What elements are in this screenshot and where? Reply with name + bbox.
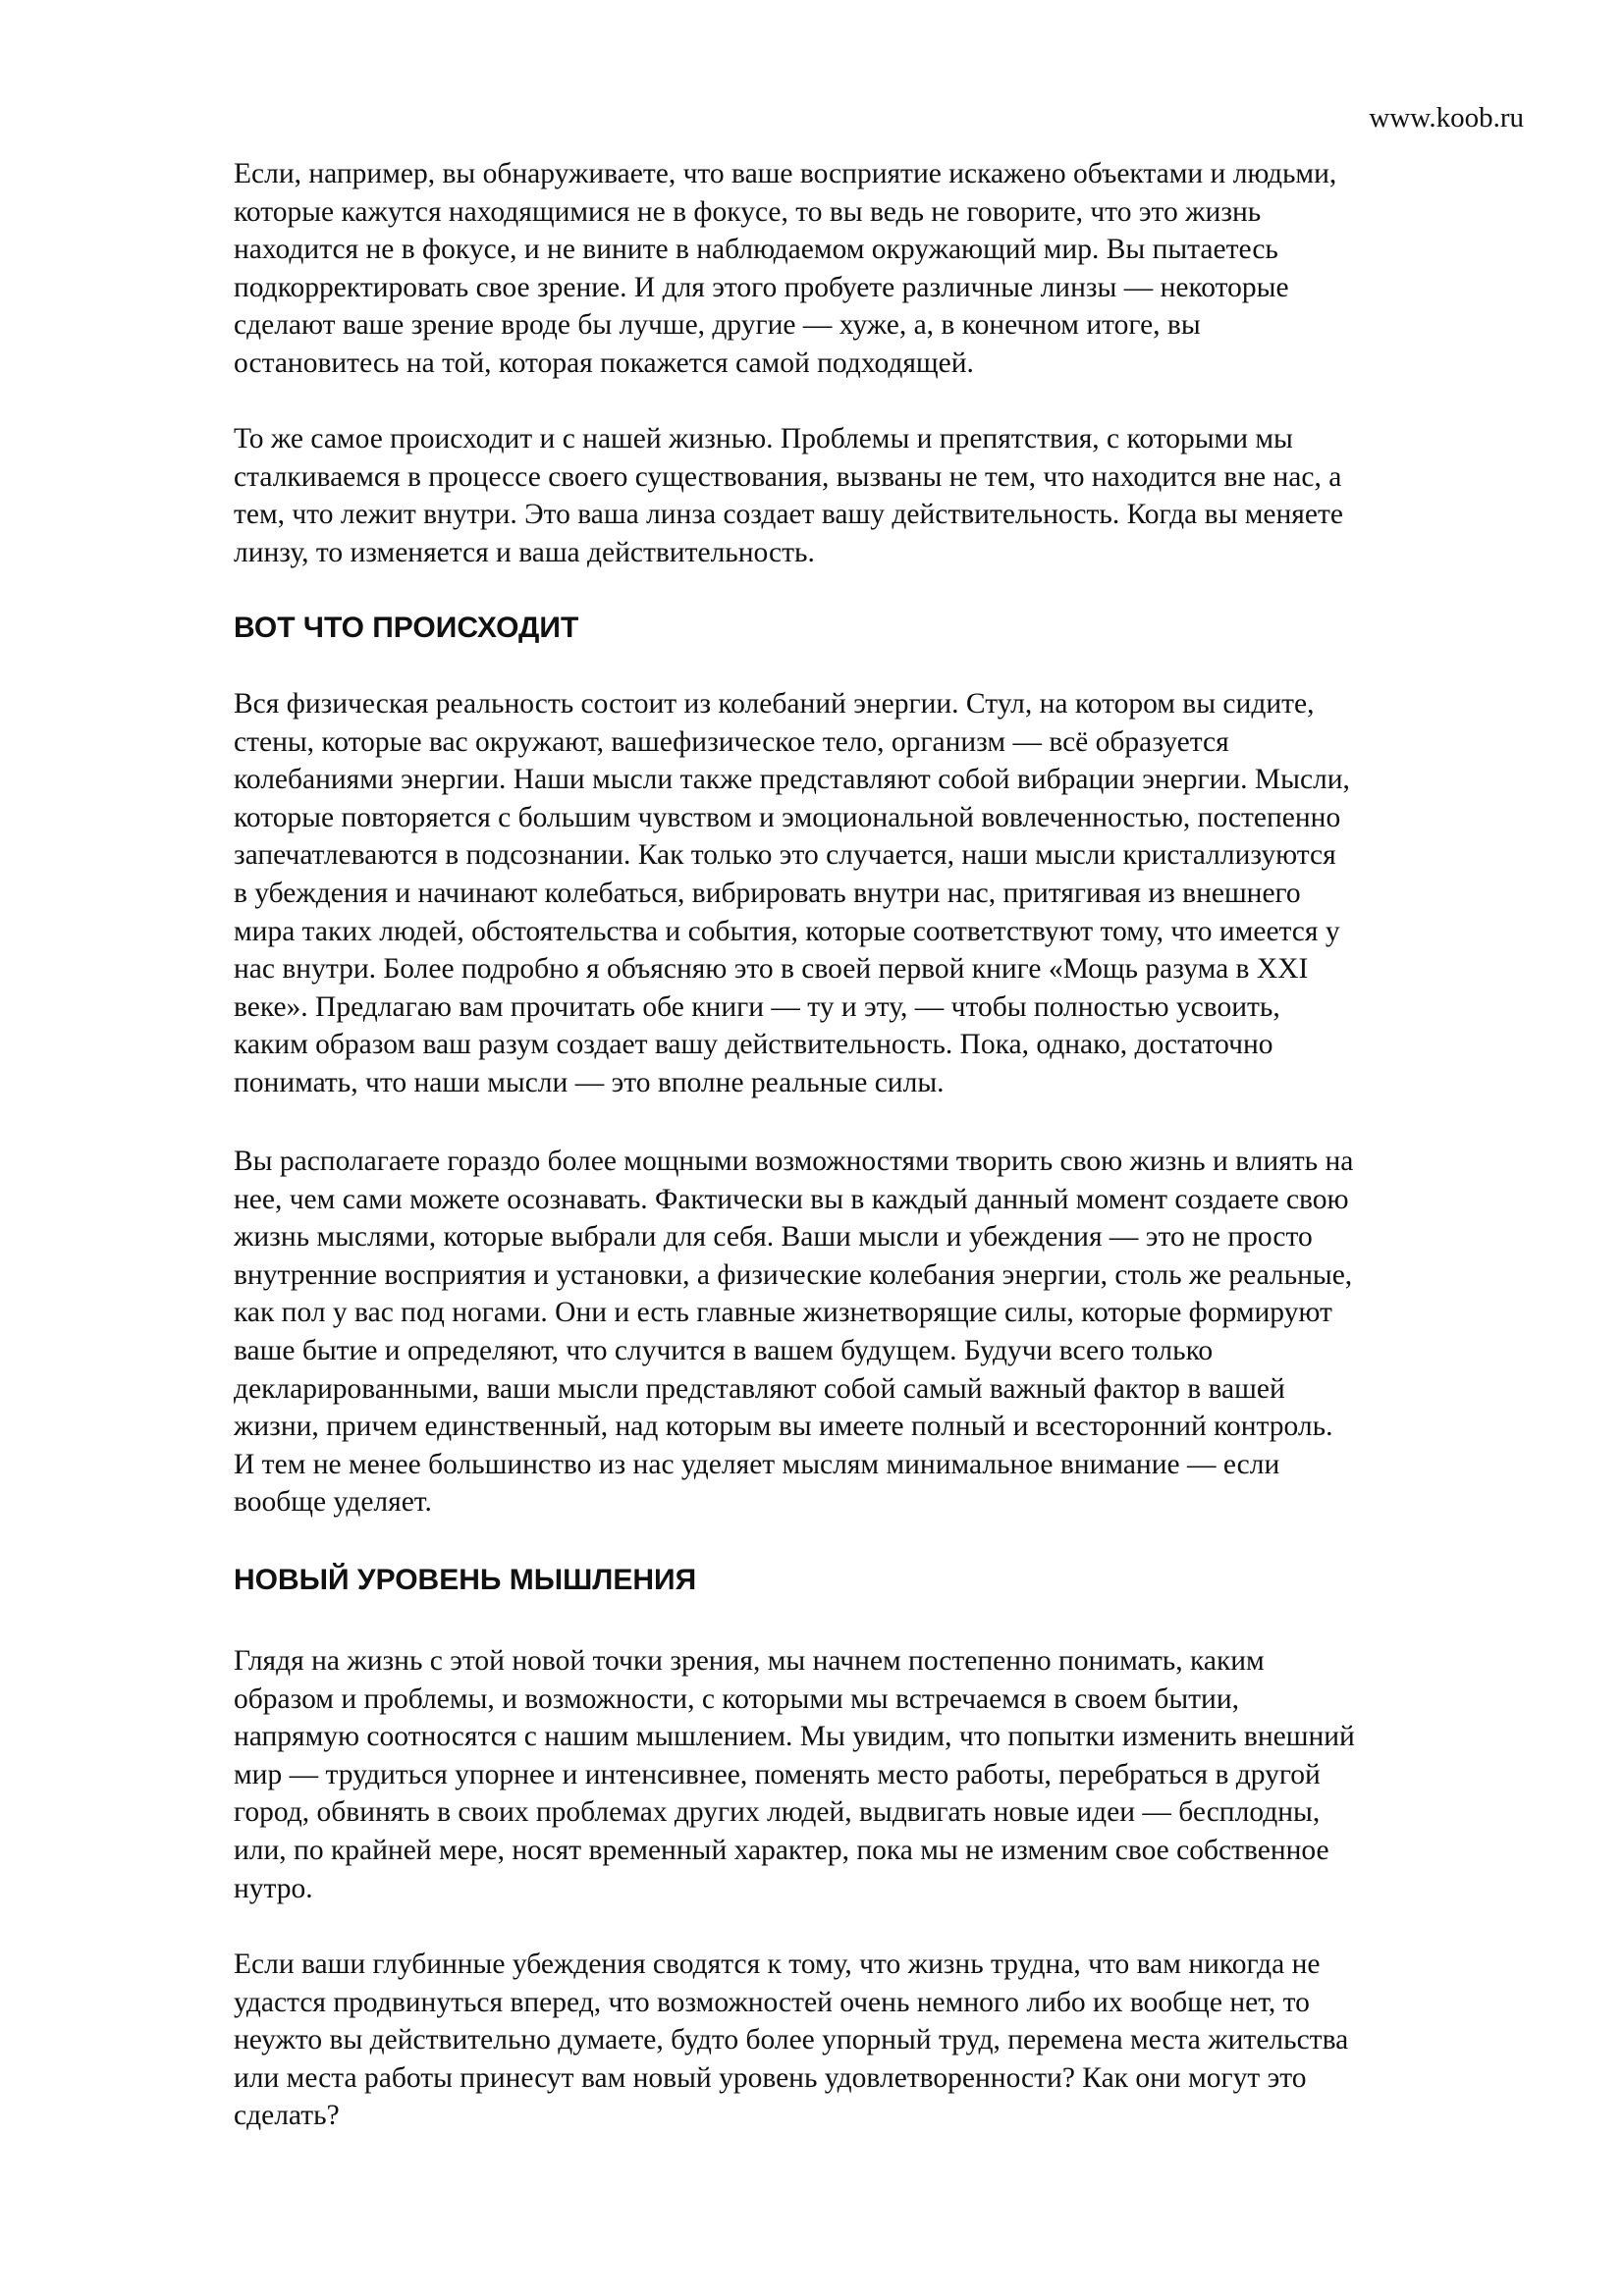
text-line: остановитесь на той, которая покажется самой подходящей. (234, 347, 974, 379)
text-line: в убеждения и начинают колебаться, вибрировать внутри нас, притягивая из внешнего (234, 877, 1301, 909)
paragraph-4 (234, 1143, 1353, 1522)
section-heading-2: НОВЫЙ УРОВЕНЬ МЫШЛЕНИЯ (234, 1564, 697, 1596)
paragraph-5 (234, 1642, 1355, 1907)
text-line: сталкиваемся в процессе своего существования, вызваны не тем, что находится вне нас, а (234, 460, 1342, 493)
text-line: внутренние восприятия и установки, а физические колебания энергии, столь же реальные, (234, 1258, 1353, 1291)
text-line: или, по крайней мере, носят временный характер, пока мы не изменим свое собственное (234, 1834, 1329, 1866)
text-line: линзу, то изменяется и ваша действительность. (234, 536, 815, 568)
text-line: И тем не менее большинство из нас уделяет мыслям минимальное внимание — если (234, 1448, 1280, 1480)
text-line: колебаниями энергии. Наши мысли также представляют собой вибрации энергии. Мысли, (234, 764, 1350, 796)
text-line: образом и проблемы, и возможности, с которыми мы встречаемся в своем бытии, (234, 1682, 1239, 1715)
text-line: вообще уделяет. (234, 1486, 432, 1519)
text-line: которые повторяется с большим чувством и эмоциональной вовлеченностью, постепенно (234, 801, 1341, 833)
text-line: город, обвинять в своих проблемах других людей, выдвигать новые идеи — бесплодны, (234, 1796, 1321, 1829)
text-line: удастся продвинуться вперед, что возможностей очень немного либо их вообще нет, то (234, 1986, 1310, 2018)
site-url[interactable]: www.koob.ru (1369, 102, 1524, 133)
text-line: подкорректировать свое зрение. И для этого пробуете различные линзы — некоторые (234, 271, 1289, 303)
paragraph-3 (234, 685, 1350, 1102)
paragraph-1 (234, 155, 1336, 383)
paragraph-2 (234, 420, 1343, 571)
text-line: веке». Предлагаю вам прочитать обе книги — ту и эту, — чтобы полностью усвоить, (234, 990, 1280, 1023)
text-line: жизнь мыслями, которые выбрали для себя. Ваши мысли и убеждения — это не просто (234, 1221, 1313, 1254)
text-line: жизни, причем единственный, над которым вы имеете полный и всесторонний контроль. (234, 1411, 1333, 1443)
text-line: Вы располагаете гораздо более мощными возможностями творить свою жизнь и влиять на (234, 1146, 1354, 1177)
text-line: сделать? (234, 2100, 340, 2132)
text-line: мира таких людей, обстоятельства и события, которые соответствуют тому, что имеется у (234, 915, 1340, 947)
text-line: сделают ваше зрение вроде бы лучше, другие — хуже, а, в конечном итоге, вы (234, 309, 1201, 342)
text-line: или места работы принесут вам новый уровень удовлетворенности? Как они могут это (234, 2061, 1307, 2094)
text-line: нее, чем сами можете осознавать. Фактически вы в каждый данный момент создаете свою (234, 1183, 1349, 1215)
text-line: неужто вы действительно думаете, будто более упорный труд, перемена места жительства (234, 2024, 1349, 2056)
text-line: понимать, что наши мысли — это вполне реальные силы. (234, 1066, 945, 1098)
text-line: находится не в фокусе, и не вините в наблюдаемом окружающий мир. Вы пытаетесь (234, 234, 1278, 266)
paragraph-6 (234, 1946, 1348, 2135)
text-line: которые кажутся находящимися не в фокусе, то вы ведь не говорите, что это жизнь (234, 195, 1262, 228)
text-line: ваше бытие и определяют, что случится в вашем будущем. Будучи всего только (234, 1334, 1214, 1366)
text-line: тем, что лежит внутри. Это ваша линза создает вашу действительность. Когда вы меняете (234, 499, 1343, 531)
text-line: мир — трудиться упорнее и интенсивнее, поменять место работы, перебраться в другой (234, 1758, 1321, 1790)
text-line: как пол у вас под ногами. Они и есть главные жизнетворящие силы, которые формируют (234, 1297, 1332, 1329)
text-line: стены, которые вас окружают, вашефизическое тело, организм — всё образуется (234, 725, 1229, 758)
section-heading-1: ВОТ ЧТО ПРОИСХОДИТ (234, 612, 579, 644)
text-line: Если, например, вы обнаруживаете, что ваше восприятие искажено объектами и людьми, (234, 158, 1337, 189)
text-line: напрямую соотносятся с нашим мышлением. Мы увидим, что попытки изменить внешний (234, 1721, 1355, 1753)
text-line: То же самое происходит и с нашей жизнью. Проблемы и препятствия, с которыми мы (234, 423, 1293, 454)
text-line: запечатлеваются в подсознании. Как только это случается, наши мысли кристаллизуются (234, 839, 1336, 872)
text-line: Вся физическая реальность состоит из колебаний энергии. Стул, на котором вы сидите, (234, 688, 1315, 720)
text-line: нутро. (234, 1872, 313, 1904)
text-line: каким образом ваш разум создает вашу действительность. Пока, однако, достаточно (234, 1029, 1273, 1061)
text-line: Если ваши глубинные убеждения сводятся к тому, что жизнь трудна, что вам никогда не (234, 1949, 1321, 1980)
text-line: Глядя на жизнь с этой новой точки зрения, мы начнем постепенно понимать, каким (234, 1645, 1265, 1677)
text-line: декларированными, ваши мысли представляют собой самый важный фактор в вашей (234, 1372, 1285, 1405)
text-line: нас внутри. Более подробно я объясняю это в своей первой книге «Мощь разума в XXI (234, 953, 1309, 986)
